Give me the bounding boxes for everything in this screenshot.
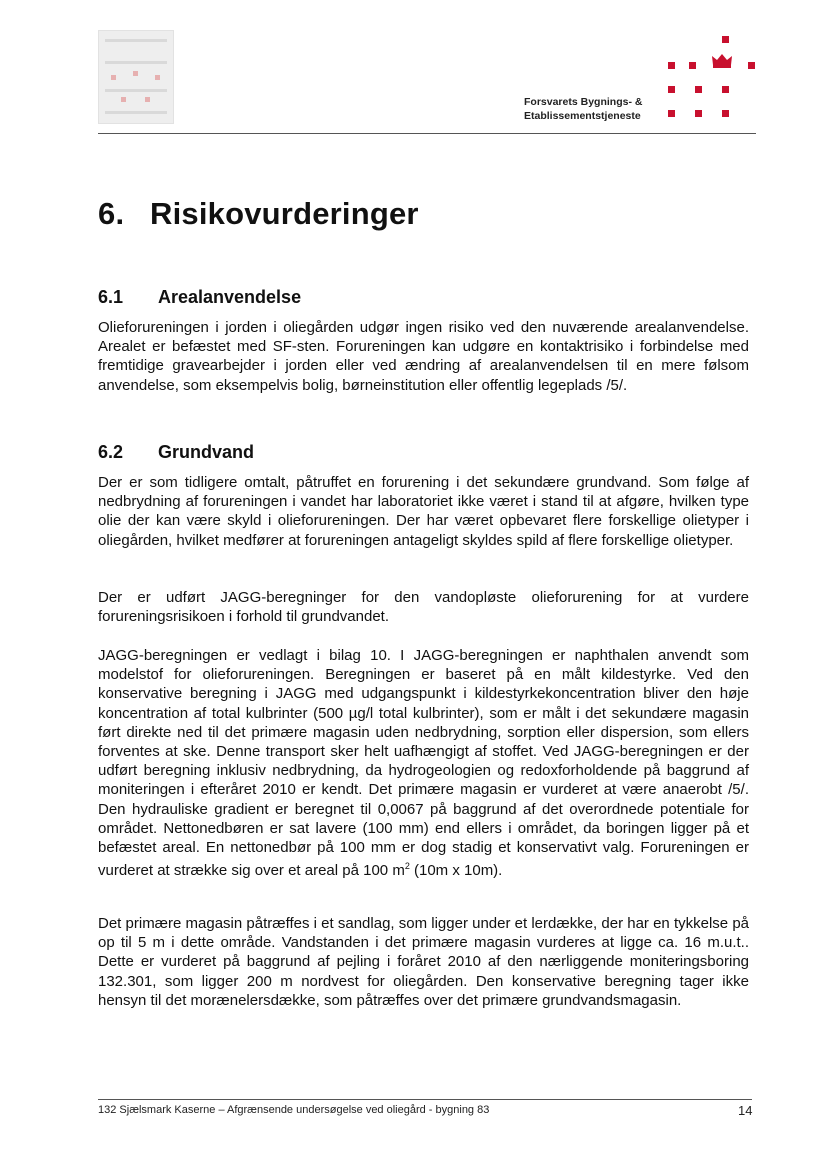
section-heading-6-1 bbox=[98, 287, 301, 308]
page-number: 14 bbox=[738, 1103, 753, 1118]
paragraph-6-2-2: Der er udført JAGG-beregninger for den vandopløste olieforurening for at vurdere forureningsrisikoen i forhold til grundvandet. bbox=[98, 589, 749, 626]
header-divider bbox=[98, 133, 756, 134]
chapter-number: 6. bbox=[98, 196, 125, 231]
section-heading-6-2 bbox=[98, 442, 254, 463]
section-number: 6.2 bbox=[98, 442, 124, 462]
paragraph-6-2-3-text: JAGG-beregningen er vedlagt i bilag 10. I JAGG-beregningen er naphthalen anvendt som modelstof for olieforureningen. Beregningen er baseret på en målt kildestyrke. Ved den konservative beregning i JAGG med udgangspunkt i kildestyrkekoncentration bliver den høje koncentration af total kulbrinter (500 µg/l total kulbrinter), som er målt i det sekundære magasin ført direkte ned til det primære magasin uden nedbrydning, sorption eller dispersion, som ellers forventes at ske. Denne transport sker helt uafhængigt af stoffet. Ved JAGG-beregningen er der udført beregning inklusiv nedbrydning, da hydrogeologien og redoxforholdende på baggrund af moniteringen i efteråret 2010 er kendt. Det primære magasin er vurderet at være anaerobt /5/. Den hydrauliske gradient er beregnet til 0,0067 på baggrund af det overordnede potentiale for området. Nettonedbøren er sat lavere (100 mm) end ellers i området, da boringen ligger på et befæstet areal. En nettonedbør på 100 mm er dog stadig et konservativt valg. Forureningen er vurderet at strække sig over et areal på 100 m bbox=[98, 647, 749, 880]
chapter-heading bbox=[98, 196, 419, 232]
superscript: 2 bbox=[404, 861, 410, 872]
agency-name-line2: Etablissementstjeneste bbox=[524, 110, 641, 122]
footer-divider bbox=[98, 1099, 752, 1100]
paragraph-6-2-3 bbox=[98, 646, 749, 880]
section-title: Arealanvendelse bbox=[158, 287, 302, 307]
crown-icon bbox=[711, 52, 733, 68]
footer-text: 132 Sjælsmark Kaserne – Afgrænsende undersøgelse ved oliegård - bygning 83 bbox=[98, 1104, 490, 1116]
section-title: Grundvand bbox=[158, 442, 255, 462]
paragraph-6-2-4: Det primære magasin påtræffes i et sandlag, som ligger under et lerdække, der har en tykkelse på op til 5 m i dette område. Vandstanden i det primære magasin vurderes at ligge ca. 16 m.u.t.. Dette er vurderet på baggrund af pejling i foråret 2010 af den nærliggende moniteringsboring 132.301, som ligger 200 m nordvest for oliegården. Den konservative beregning tager ikke hensyn til det morænelersdække, som påtræffes over det primære grundvandsmagasin. bbox=[98, 915, 749, 1009]
agency-name bbox=[524, 95, 642, 123]
paragraph-6-2-1: Der er som tidligere omtalt, påtruffet en forurening i det sekundære grundvand. Som følge af nedbrydning af forureningen i vandet har laboratoriet ikke været i stand til at afgøre, hvilken type olie der kan være skyld i olieforureningen. Der har været opbevaret flere forskellige olietyper i oliegården, hvilket medfører at forureningen antageligt skyldes spild af flere forskellige olietyper. bbox=[98, 474, 749, 549]
section-number: 6.1 bbox=[98, 287, 124, 307]
paragraph-6-2-3-tail: (10m x 10m). bbox=[409, 862, 503, 880]
crest-logo bbox=[98, 30, 174, 124]
agency-name-line1: Forsvarets Bygnings- & bbox=[524, 96, 643, 108]
paragraph-6-1-1: Olieforureningen i jorden i oliegården udgør ingen risiko ved den nuværende arealanvendelse. Arealet er befæstet med SF-sten. Forureningen kan udgøre en kontaktrisiko i forbindelse med fremtidige gravearbejder i jorden eller ved ændring af arealanvendelsen til en mere følsom anvendelse, som eksempelvis bolig, børneinstitution eller offentlig legeplads /5/. bbox=[98, 319, 749, 394]
chapter-title: Risikovurderinger bbox=[150, 196, 419, 231]
